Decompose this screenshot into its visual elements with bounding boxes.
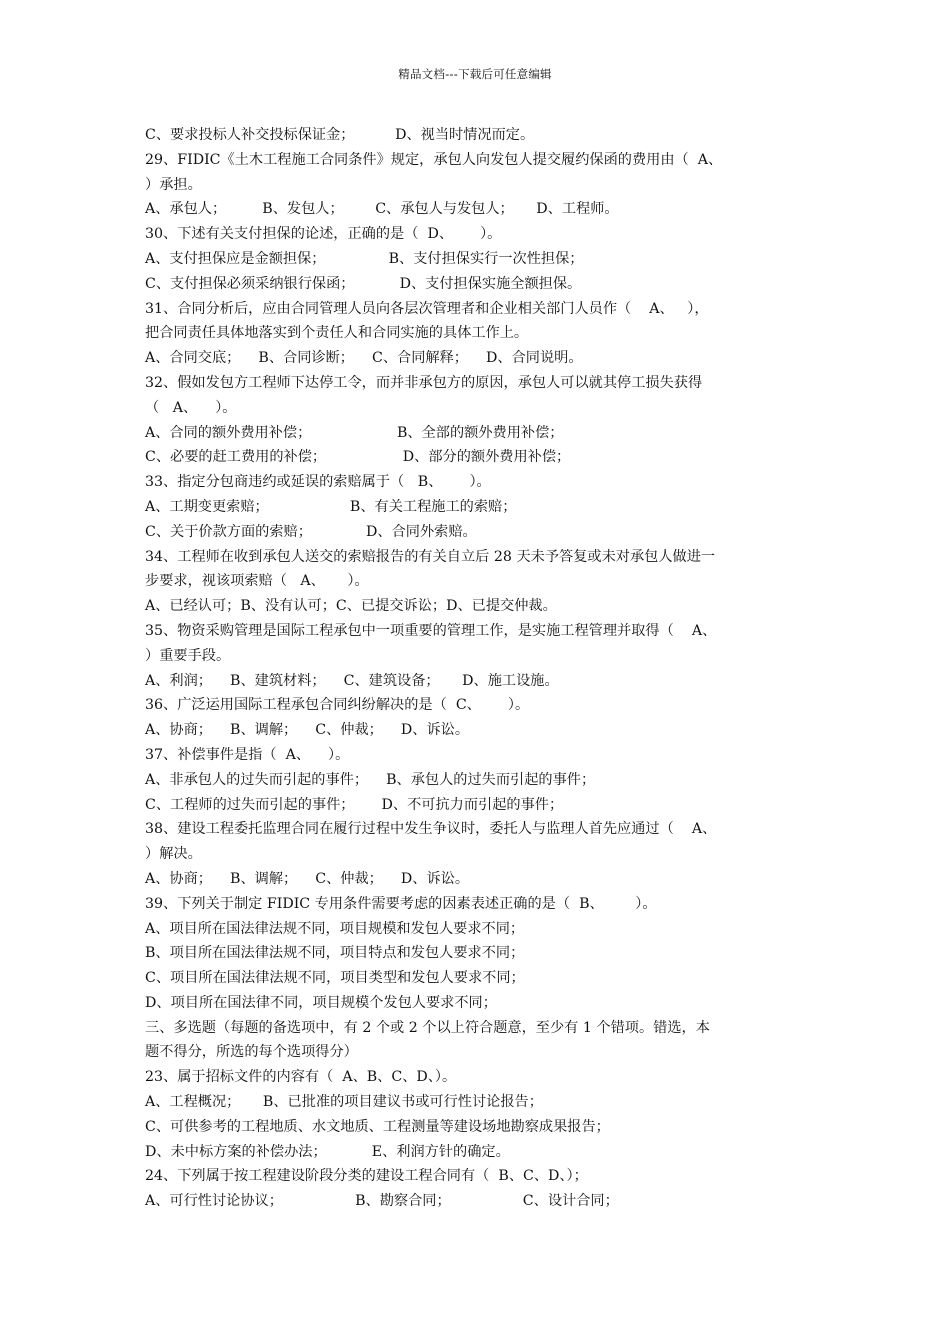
options-line: C、项目所在国法律法规不同，项目类型和发包人要求不同； bbox=[145, 970, 525, 987]
options-line: D、未中标方案的补偿办法； E、利润方针的确定。 bbox=[145, 1143, 510, 1160]
text-line: ）解决。 bbox=[145, 846, 202, 863]
question-34: 34、工程师在收到承包人送交的索赔报告的有关自立后 28 天未予答复或未对承包人做进一 bbox=[145, 548, 716, 565]
options-line: A、工期变更索赔； B、有关工程施工的索赔； bbox=[145, 498, 517, 515]
options-line: C、工程师的过失而引起的事件； D、不可抗力而引起的事件； bbox=[145, 796, 564, 813]
options-line: A、支付担保应是金额担保； B、支付担保实行一次性担保； bbox=[145, 250, 584, 267]
options-line: A、可行性讨论协议； B、勘察合同； C、设计合同； bbox=[145, 1193, 619, 1210]
options-line: A、协商； B、调解； C、仲裁； D、诉讼。 bbox=[145, 870, 470, 887]
question-29: 29、FIDIC《土木工程施工合同条件》规定，承包人向发包人提交履约保函的费用由（ A、 bbox=[145, 151, 723, 168]
text-line: （ A、 ）。 bbox=[145, 399, 237, 416]
section-heading: 三、多选题（每题的备选项中，有 2 个或 2 个以上符合题意，至少有 1 个错项。错选，本 bbox=[145, 1019, 710, 1036]
question-36: 36、广泛运用国际工程承包合同纠纷解决的是（ C、 ）。 bbox=[145, 697, 530, 714]
text-line: C、要求投标人补交投标保证金； D、视当时情况而定。 bbox=[145, 127, 535, 143]
text-line: 题不得分，所选的每个选项得分） bbox=[145, 1044, 358, 1061]
text-line: ）承担。 bbox=[145, 176, 202, 193]
options-line: A、工程概况； B、已批准的项目建议书或可行性讨论报告； bbox=[145, 1094, 543, 1111]
options-line: A、项目所在国法律法规不同，项目规模和发包人要求不同； bbox=[145, 920, 525, 937]
options-line: B、项目所在国法律法规不同，项目特点和发包人要求不同； bbox=[145, 945, 525, 962]
question-39: 39、下列关于制定 FIDIC 专用条件需要考虑的因素表述正确的是（ B、 ）。 bbox=[145, 895, 657, 912]
text-line: 把合同责任具体地落实到个责任人和合同实施的具体工作上。 bbox=[145, 325, 529, 342]
question-38: 38、建设工程委托监理合同在履行过程中发生争议时，委托人与监理人首先应通过（ A、 bbox=[145, 821, 717, 838]
question-23: 23、属于招标文件的内容有（ A、B、C、D、）。 bbox=[145, 1069, 457, 1086]
options-line: C、必要的赶工费用的补偿； D、部分的额外费用补偿； bbox=[145, 449, 571, 466]
text-line: 步要求，视该项索赔（ A、 ）。 bbox=[145, 573, 369, 590]
question-24: 24、下列属于按工程建设阶段分类的建设工程合同有（ B、C、D、）； bbox=[145, 1168, 588, 1185]
question-31: 31、合同分析后，应由合同管理人员向各层次管理者和企业相关部门人员作（ A、 ）， bbox=[145, 300, 709, 317]
page-header: 精品文档---下载后可任意编辑 bbox=[398, 67, 552, 81]
options-line: C、支付担保必须采纳银行保函； D、支付担保实施全额担保。 bbox=[145, 275, 582, 292]
question-30: 30、下述有关支付担保的论述，正确的是（ D、 ）。 bbox=[145, 226, 502, 243]
question-37: 37、补偿事件是指（ A、 ）。 bbox=[145, 746, 350, 763]
options-line: C、可供参考的工程地质、水文地质、工程测量等建设场地勘察成果报告； bbox=[145, 1118, 610, 1135]
options-line: A、合同交底； B、合同诊断； C、合同解释； D、合同说明。 bbox=[145, 350, 583, 367]
options-line: A、利润； B、建筑材料； C、建筑设备； D、施工设施。 bbox=[145, 672, 559, 689]
text-line: ）重要手段。 bbox=[145, 647, 231, 664]
options-line: A、已经认可；B、没有认可；C、已提交诉讼；D、已提交仲裁。 bbox=[145, 598, 557, 615]
question-35: 35、物资采购管理是国际工程承包中一项重要的管理工作，是实施工程管理并取得（ A、 bbox=[145, 622, 717, 639]
options-line: A、协商； B、调解； C、仲裁； D、诉讼。 bbox=[145, 722, 470, 739]
question-33: 33、指定分包商违约或延误的索赔属于（ B、 ）。 bbox=[145, 474, 491, 491]
options-line: A、非承包人的过失而引起的事件； B、承包人的过失而引起的事件； bbox=[145, 771, 596, 788]
document-body bbox=[145, 123, 810, 1214]
options-line: A、合同的额外费用补偿； B、全部的额外费用补偿； bbox=[145, 424, 564, 441]
options-line: D、项目所在国法律不同，项目规模个发包人要求不同； bbox=[145, 994, 497, 1011]
options-line: C、关于价款方面的索赔； D、合同外索赔。 bbox=[145, 523, 477, 540]
options-line: A、承包人； B、发包人； C、承包人与发包人； D、工程师。 bbox=[145, 201, 619, 218]
question-32: 32、假如发包方工程师下达停工令，而并非承包方的原因，承包人可以就其停工损失获得 bbox=[145, 374, 703, 391]
